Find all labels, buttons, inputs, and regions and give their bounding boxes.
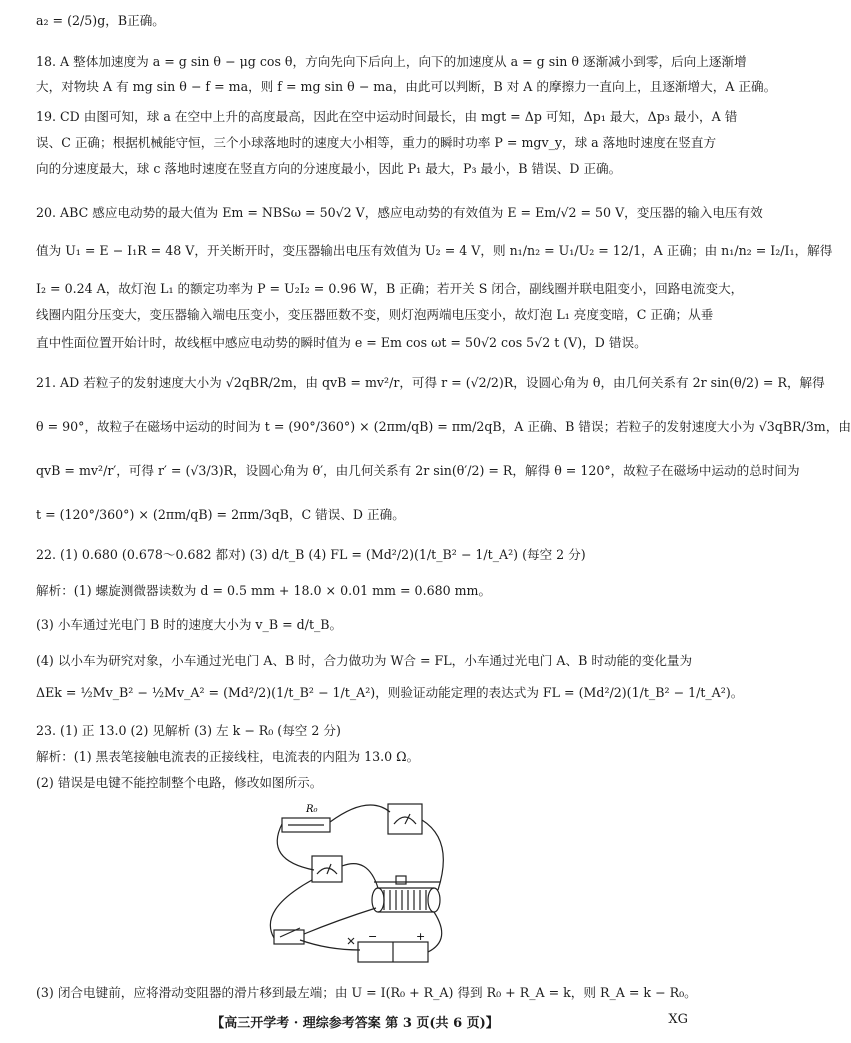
circuit-diagram <box>258 800 458 970</box>
text-line: 线圈内阻分压变大，变压器输入端电压变小，变压器匝数不变，则灯泡两端电压变小，故灯泡 L₁ 亮度变暗，C 正确；从垂 <box>36 307 714 322</box>
page-footer: 【高三开学考 · 理综参考答案 第 3 页(共 6 页)】 <box>211 1016 499 1031</box>
label-plus: + <box>416 930 426 943</box>
text-line: t = (120°/360°) × (2πm/qB) = 2πm/3qB，C 错误、D 正确。 <box>36 507 405 522</box>
text-line: 直中性面位置开始计时，故线框中感应电动势的瞬时值为 e = Em cos ωt = 50√2 cos 5√2 t (V)，D 错误。 <box>36 335 647 350</box>
text-line: a₂ = (2/5)g，B正确。 <box>36 13 165 28</box>
text-line: 21. AD 若粒子的发射速度大小为 √2qBR/2m，由 qvB = mv²/r，可得 r = (√2/2)R，设圆心角为 θ，由几何关系有 2r sin(θ/2) = R，解得 <box>36 375 825 390</box>
cross-mark <box>348 938 354 944</box>
text-line: (2) 错误是电键不能控制整个电路，修改如图所示。 <box>36 775 323 790</box>
text-line: (4) 以小车为研究对象，小车通过光电门 A、B 时，合力做功为 W合 = FL，小车通过光电门 A、B 时动能的变化量为 <box>36 653 693 668</box>
text-line: 19. CD 由图可知，球 a 在空中上升的高度最高，因此在空中运动时间最长，由 mgt = Δp 可知，Δp₁ 最大，Δp₃ 最小，A 错 <box>36 109 738 124</box>
text-line: I₂ = 0.24 A，故灯泡 L₁ 的额定功率为 P = U₂I₂ = 0.96 W，B 正确；若开关 S 闭合，副线圈并联电阻变小，回路电流变大， <box>36 281 744 296</box>
text-line: (3) 闭合电键前，应将滑动变阻器的滑片移到最左端；由 U = I(R₀ + R_A) 得到 R₀ + R_A = k，则 R_A = k − R₀。 <box>36 985 697 1000</box>
text-line: ΔEk = ½Mv_B² − ½Mv_A² = (Md²/2)(1/t_B² − 1/t_A²)，则验证动能定理的表达式为 FL = (Md²/2)(1/t_B² − 1/t_A²)。 <box>36 685 744 700</box>
text-line: 18. A 整体加速度为 a = g sin θ − μg cos θ，方向先向下后向上，向下的加速度从 a = g sin θ 逐渐减小到零，后向上逐渐增 <box>36 54 747 69</box>
text-line: (3) 小车通过光电门 B 时的速度大小为 v_B = d/t_B。 <box>36 617 343 632</box>
text-line: 大，对物块 A 有 mg sin θ − f = ma，则 f = mg sin θ − ma，由此可以判断，B 对 A 的摩擦力一直向上，且逐渐增大，A 正确。 <box>36 79 777 94</box>
footer-code: XG <box>668 1012 688 1027</box>
text-line: 向的分速度最大，球 c 落地时速度在竖直方向的分速度最小，因此 P₁ 最大，P₃ 最小，B 错误、D 正确。 <box>36 161 622 176</box>
text-line: 解析：(1) 黑表笔接触电流表的正接线柱，电流表的内阻为 13.0 Ω。 <box>36 749 420 764</box>
text-line: 解析：(1) 螺旋测微器读数为 d = 0.5 mm + 18.0 × 0.01 mm = 0.680 mm。 <box>36 583 492 598</box>
voltmeter <box>388 804 422 834</box>
rheostat-right-end <box>428 888 440 912</box>
text-line: 22. (1) 0.680 (0.678～0.682 都对) (3) d/t_B (4) FL = (Md²/2)(1/t_B² − 1/t_A²) (每空 2 分) <box>36 547 586 562</box>
text-line: 误、C 正确；根据机械能守恒，三个小球落地时的速度大小相等，重力的瞬时功率 P = mgv_y，球 a 落地时速度在竖直方 <box>36 135 717 150</box>
text-line: θ = 90°，故粒子在磁场中运动的时间为 t = (90°/360°) × (2πm/qB) = πm/2qB，A 正确、B 错误；若粒子的发射速度大小为 √3qBR/3m，由 <box>36 419 851 434</box>
switch <box>274 930 304 944</box>
label-r0: R₀ <box>306 804 318 815</box>
text-line: 20. ABC 感应电动势的最大值为 Em = NBSω = 50√2 V，感应电动势的有效值为 E = Em/√2 = 50 V，变压器的输入电压有效 <box>36 205 763 220</box>
text-line: qvB = mv²/r′，可得 r′ = (√3/3)R，设圆心角为 θ′，由几何关系有 2r sin(θ′/2) = R，解得 θ = 120°，故粒子在磁场中运动的总时间为 <box>36 463 800 478</box>
text-line: 值为 U₁ = E − I₁R = 48 V，开关断开时，变压器输出电压有效值为 U₂ = 4 V，则 n₁/n₂ = U₁/U₂ = 12/1，A 正确；由 n₁/n₂ = I₂/I₁，解得 <box>36 243 833 258</box>
label-minus: − <box>368 930 378 943</box>
ammeter <box>312 856 342 882</box>
text-line: 23. (1) 正 13.0 (2) 见解析 (3) 左 k − R₀ (每空 2 分) <box>36 723 341 738</box>
